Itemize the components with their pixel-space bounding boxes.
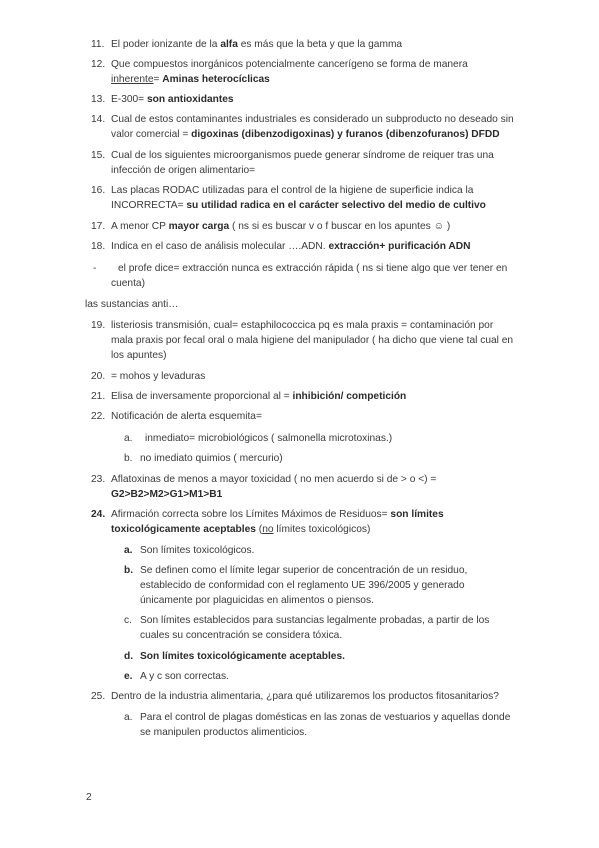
item-text: = mohos y levaduras (111, 371, 206, 382)
item-number: 22. (91, 411, 106, 422)
item-text: únicamente por plaguicidas en alimentos o piensos. (140, 595, 374, 606)
item-number: 12. (91, 59, 106, 70)
sub-letter: d. (124, 651, 134, 662)
item-number: 14. (91, 114, 106, 125)
item-number: 25. (91, 691, 106, 702)
item-text: INCORRECTA= su utilidad radica en el carácter selectivo del medio de cultivo (111, 200, 486, 211)
item-text: no imediato quimios ( mercurio) (140, 453, 283, 464)
item-text: inherente= Aminas heterocíclicas (111, 74, 270, 85)
sub-letter: b. (124, 565, 134, 576)
item-text: Afirmación correcta sobre los Límites Máximos de Residuos= son límites (111, 509, 444, 520)
item-text: Elisa de inversamente proporcional al = inhibición/ competición (111, 391, 407, 402)
item-text: Cual de los siguientes microorganismos puede generar síndrome de reiquer tras una (111, 150, 494, 161)
sub-letter: b. (124, 453, 133, 464)
sub-letter: a. (124, 545, 133, 556)
item-text: Dentro de la industria alimentaria, ¿para qué utilizaremos los productos fitosanitarios? (111, 691, 499, 702)
item-text: infección de origen alimentario= (111, 165, 256, 176)
item-text: cuenta) (111, 278, 145, 289)
item-number: 20. (91, 371, 106, 382)
sub-letter: e. (124, 671, 133, 682)
item-text: A y c son correctas. (140, 671, 229, 682)
item-text: listeriosis transmisión, cual= estaphilococcica pq es mala praxis = contaminación por (111, 320, 494, 331)
sub-letter: a. (124, 712, 133, 723)
item-text: establecido de conformidad con el reglamento UE 396/2005 y generado (140, 580, 465, 591)
item-text: Las placas RODAC utilizadas para el control de la higiene de superficie indica la (111, 185, 474, 196)
item-text: A menor CP mayor carga ( ns si es buscar v o f buscar en los apuntes ☺ ) (111, 221, 451, 232)
item-text: mala praxis por fecal oral o mala higiene del manipulador ( ha dicho que viene tal cual en (111, 335, 514, 346)
item-text: los apuntes) (111, 350, 167, 361)
item-text: Se definen como el límite legar superior de concentración de un residuo, (140, 565, 468, 576)
item-number: 18. (91, 241, 106, 252)
item-number: 21. (91, 391, 106, 402)
item-text: G2>B2>M2>G1>M1>B1 (111, 489, 223, 500)
sub-letter: a. (124, 433, 133, 444)
item-text: inmediato= microbiológicos ( salmonella microtoxinas.) (145, 433, 393, 444)
item-number: 24. (91, 509, 106, 520)
item-text: El poder ionizante de la alfa es más que la beta y que la gamma (111, 39, 403, 50)
item-text: el profe dice= extracción nunca es extracción rápida ( ns si tiene algo que ver tener en (118, 263, 508, 274)
item-text: cuales su concentración se considera tóxica. (140, 630, 343, 641)
item-number: 19. (91, 320, 106, 331)
item-text: Notificación de alerta esquemita= (111, 411, 262, 422)
page-number: 2 (86, 792, 92, 803)
item-text: Para el control de plagas domésticas en las zonas de vestuarios y aquellas donde (140, 712, 511, 723)
item-text: Son límites establecidos para sustancias legalmente probadas, a partir de los (140, 615, 490, 626)
item-text: Son límites toxicológicamente aceptables. (140, 651, 345, 662)
item-number: 15. (91, 150, 106, 161)
item-text: Aflatoxinas de menos a mayor toxicidad ( no men acuerdo si de > o <) = (111, 474, 437, 485)
item-text: E-300= son antioxidantes (111, 94, 234, 105)
item-number: 23. (91, 474, 106, 485)
item-text: Que compuestos inorgánicos potencialmente cancerígeno se forma de manera (111, 59, 468, 70)
plain-text: las sustancias anti… (85, 299, 179, 310)
item-text: Son límites toxicológicos. (140, 545, 255, 556)
item-number: 13. (91, 94, 106, 105)
sub-letter: c. (124, 615, 132, 626)
item-number: 11. (91, 39, 105, 50)
item-text: Cual de estos contaminantes industriales es considerado un subproducto no deseado sin (111, 114, 514, 125)
item-text: toxicológicamente aceptables (no límites toxicológicos) (111, 524, 371, 535)
item-number: 16. (91, 185, 106, 196)
item-text: se manipulen productos alimenticios. (140, 727, 308, 738)
item-text: Indica en el caso de análisis molecular ….ADN. extracción+ purificación ADN (111, 241, 471, 252)
bullet-dash: - (93, 263, 97, 274)
item-number: 17. (91, 221, 106, 232)
item-text: valor comercial = digoxinas (dibenzodigoxinas) y furanos (dibenzofuranos) DFDD (111, 129, 500, 140)
